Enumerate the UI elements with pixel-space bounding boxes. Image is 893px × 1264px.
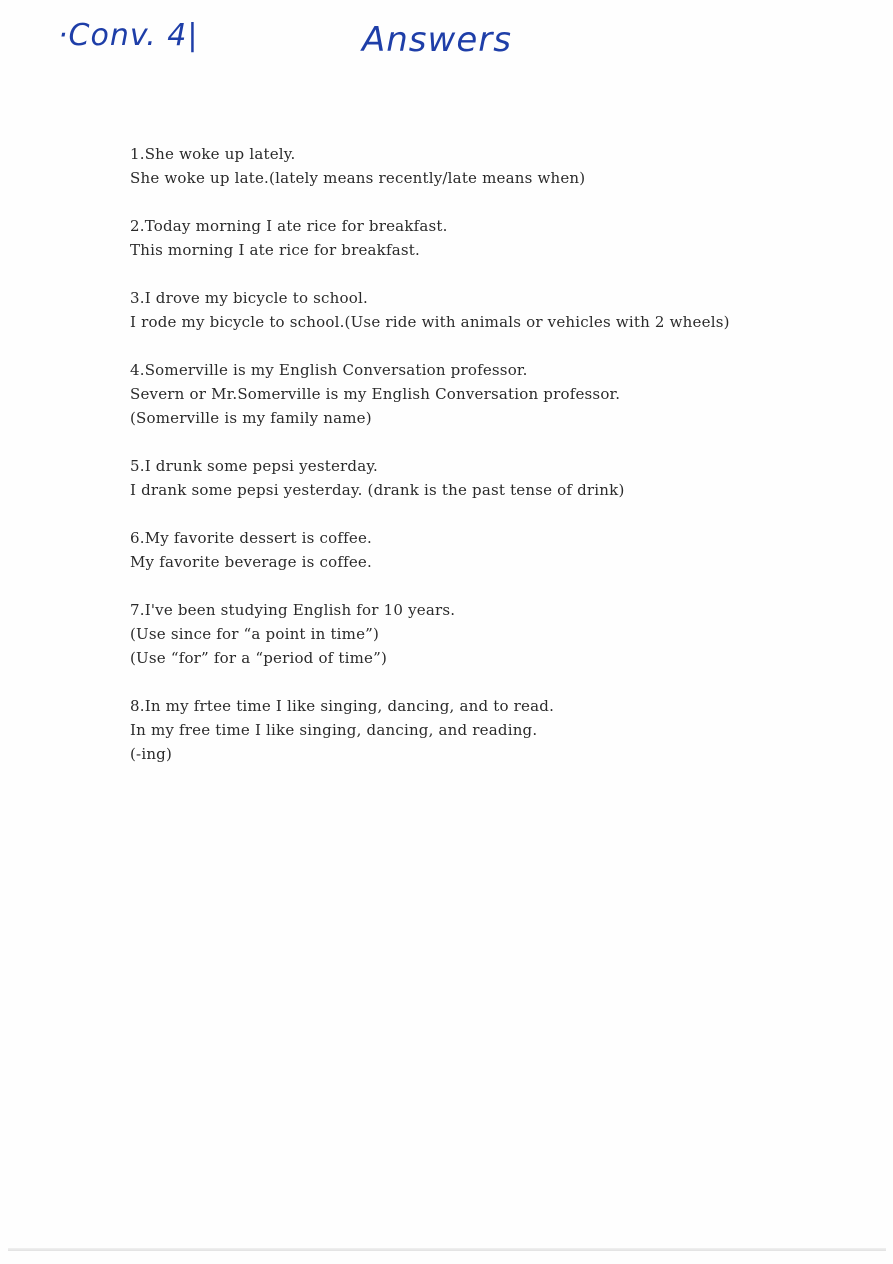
answer-line: In my free time I like singing, dancing, and reading. — [130, 721, 538, 739]
handwritten-course-note: ·Conv. 4| — [58, 18, 199, 53]
answer-line: (-ing) — [130, 745, 173, 763]
answer-line: 1.She woke up lately. — [130, 145, 296, 163]
answer-line: My favorite beverage is coffee. — [130, 553, 372, 571]
answer-item-6 — [130, 526, 810, 574]
answers-list — [130, 142, 810, 790]
answer-item-3 — [130, 286, 810, 334]
answer-item-5 — [130, 454, 810, 502]
answer-item-7 — [130, 598, 810, 670]
answer-line: She woke up late.(lately means recently/late means when) — [130, 169, 586, 187]
answer-line: Severn or Mr.Somerville is my English Conversation professor. — [130, 385, 621, 403]
answer-line: 4.Somerville is my English Conversation professor. — [130, 361, 528, 379]
answer-line: (Use since for “a point in time”) — [130, 625, 380, 643]
answer-line: 2.Today morning I ate rice for breakfast. — [130, 217, 448, 235]
answer-line: (Somerville is my family name) — [130, 409, 372, 427]
scan-edge-divider — [8, 1248, 886, 1251]
answer-line: 8.In my frtee time I like singing, dancing, and to read. — [130, 697, 555, 715]
answer-line: 3.I drove my bicycle to school. — [130, 289, 368, 307]
answer-item-1 — [130, 142, 810, 190]
answer-line: I drank some pepsi yesterday. (drank is the past tense of drink) — [130, 481, 625, 499]
answer-line: This morning I ate rice for breakfast. — [130, 241, 420, 259]
answer-line: 6.My favorite dessert is coffee. — [130, 529, 372, 547]
answer-line: 7.I've been studying English for 10 years. — [130, 601, 456, 619]
answer-item-8 — [130, 694, 810, 766]
answer-item-2 — [130, 214, 810, 262]
answer-line: (Use “for” for a “period of time”) — [130, 649, 388, 667]
answer-line: I rode my bicycle to school.(Use ride with animals or vehicles with 2 wheels) — [130, 313, 730, 331]
handwritten-title: Answers — [362, 20, 512, 60]
answer-line: 5.I drunk some pepsi yesterday. — [130, 457, 379, 475]
answer-item-4 — [130, 358, 810, 430]
